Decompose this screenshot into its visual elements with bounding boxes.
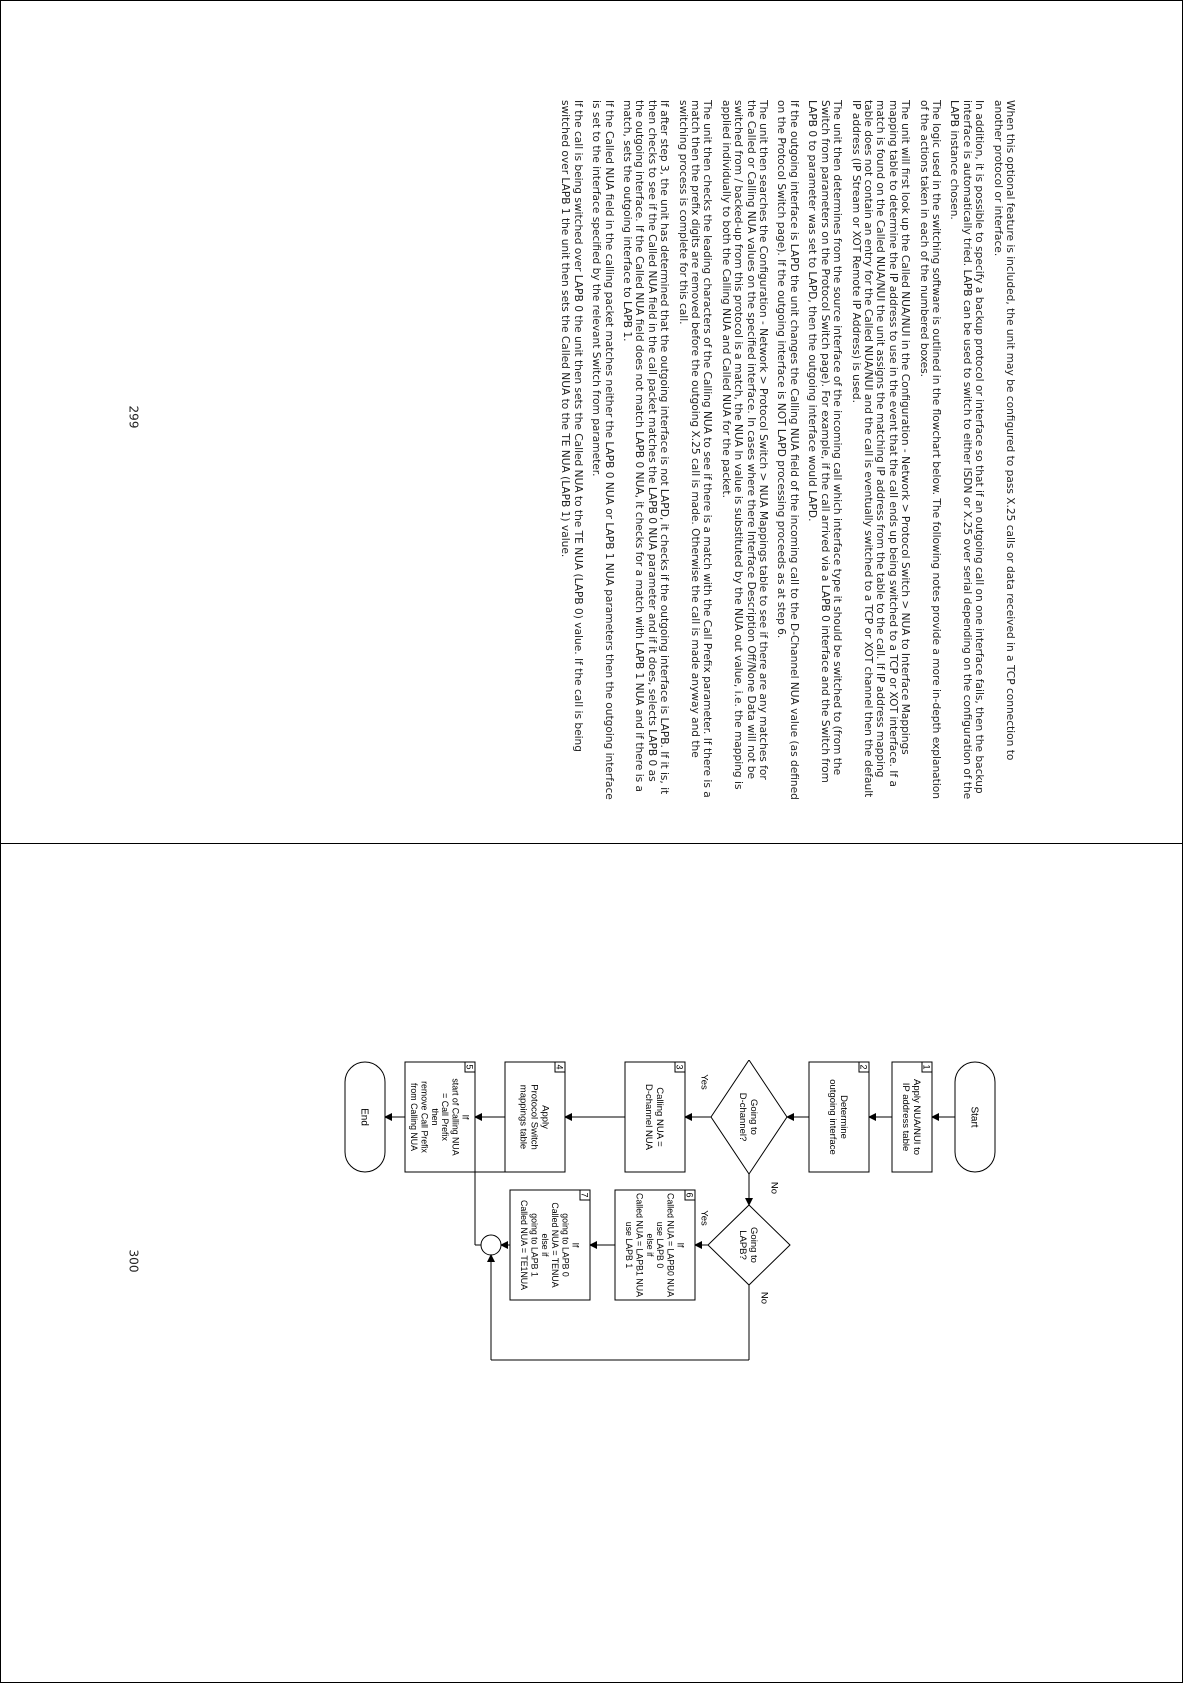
- box-7-label-line: going to LAPB 1: [529, 1213, 540, 1277]
- box-7-label-line: else if: [539, 1233, 550, 1257]
- box-5-label-line: from Calling NUA: [409, 1083, 420, 1151]
- box-6-label-line: Called NUA = LAPB1 NUA: [634, 1193, 645, 1297]
- box-5-label-line: start of Calling NUA: [450, 1078, 461, 1156]
- box-7-label-line: Called NUA = TENUA: [550, 1202, 561, 1288]
- decision-2-yes-group: [699, 1210, 710, 1226]
- paragraph: When this optional feature is included, the unit may be configured to pass X.25 calls or data received in a TCP connection to another protocol or interface.: [991, 100, 1016, 761]
- box-4-num-group: [555, 1064, 565, 1069]
- box-3-num-group: [675, 1064, 685, 1069]
- box-2-label-line: outgoing interface: [827, 1079, 839, 1155]
- decision-2-no-group: [759, 1292, 770, 1304]
- box-3-label-line: Calling NUA =: [654, 1087, 666, 1147]
- box-2-label-line: Determine: [838, 1095, 850, 1139]
- box-2-num-group: [859, 1064, 869, 1069]
- box-6-label-line: use LAPB 0: [655, 1221, 666, 1269]
- box-5-label-line: remove Call Prefix: [419, 1081, 430, 1153]
- box-4-label-line: Protocol Switch: [528, 1084, 540, 1150]
- flowchart: [205, 1060, 1015, 1440]
- box-2-number: 2: [858, 1064, 869, 1070]
- box-4-label-line: mappings table: [517, 1084, 529, 1150]
- box-5-label-line: If: [460, 1114, 471, 1120]
- decision-1-no-group: [769, 1182, 780, 1194]
- box-1-label-line: Apply NUA/NUI to: [911, 1078, 923, 1156]
- box-7-num-group: [580, 1192, 590, 1197]
- box-1-number: 1: [921, 1064, 932, 1070]
- decision-2-no-line: No: [758, 1291, 770, 1305]
- decision-lapb-label-group: [737, 1227, 759, 1263]
- box-4-number: 4: [554, 1064, 565, 1070]
- decision-1-yes-group: [699, 1074, 710, 1090]
- box-3-label-group: [643, 1084, 665, 1151]
- box-3-label-line: D-channel NUA: [643, 1084, 655, 1150]
- decision-d-channel-label-line: Going to: [748, 1099, 760, 1135]
- box-1-label-line: IP address table: [900, 1082, 912, 1152]
- box-7-label-line: going to LAPB 0: [560, 1213, 571, 1277]
- decision-lapb-label-line: Going to: [748, 1227, 760, 1263]
- decision-1-yes-line: Yes: [698, 1074, 710, 1090]
- page-number-299: 299: [126, 405, 141, 429]
- box-7-label-line: Called NUA = TE1NUA: [519, 1199, 530, 1291]
- box-5-number: 5: [464, 1064, 475, 1070]
- box-6-label-line: Called NUA = LAPB0 NUA: [665, 1193, 676, 1297]
- page-number-300: 300: [126, 1249, 141, 1273]
- paragraph: In addition, it is possible to specify a backup protocol or interface so that if an outgoing call on one interface fails, then the backup interface is automatically tried. LAPB can be used to switch to either ISDN or X.25 over serial depending on the configuration of the LAPB instance chosen.: [948, 100, 986, 800]
- page-divider: [0, 843, 1183, 844]
- flowchart-area: [205, 1060, 1015, 1440]
- paragraph: The logic used in the switching software is outlined in the flowchart below. The following notes provide a more in-depth explanation of the actions taken in each of the numbered boxes.: [917, 100, 942, 799]
- decision-1-no-line: No: [768, 1181, 780, 1195]
- box-5-label-line: then: [429, 1108, 440, 1126]
- box-6-num-group: [685, 1192, 695, 1197]
- end-label-group: [359, 1108, 370, 1126]
- decision-d-channel-label-line: D-channel?: [737, 1092, 749, 1142]
- box-5-label-line: = Call Prefix: [440, 1093, 451, 1141]
- merge-node: [481, 1235, 501, 1255]
- paragraph: The unit then determines from the source interface of the incoming call which interface type it should be switched to (from the Switch from parameters on the Protocol Switch page). For example, if the call arrived via a LAPB 0 interface and the Switch from LAPB 0 to parameter was set to LAPD, then the outgoing interface would LAPD.: [806, 100, 844, 783]
- end-label-line: End: [358, 1108, 370, 1126]
- box-3-number: 3: [674, 1064, 685, 1070]
- box-7-label-line: If: [570, 1242, 581, 1248]
- paragraph: The unit then searches the Configuration - Network > Protocol Switch > NUA Mappings table to see if there are any matches for the Called or Calling NUA values on the specified interface. In cases where there Interface Description Off/None Data will not be switched from / backed-up from this protocol is a match, the NUA In value is substituted by the NUA out value, i.e. the mapping is applied individually to both the Calling NUA and Called NUA for the packet.: [719, 100, 770, 790]
- box-1-num-group: [922, 1064, 932, 1069]
- start-label-group: [969, 1106, 980, 1127]
- start-label-line: Start: [968, 1106, 980, 1128]
- box-6-number: 6: [684, 1192, 695, 1198]
- paragraph: If the outgoing interface is LAPD the unit changes the Calling NUA field of the incoming call to the D-Channel NUA value (as defined on the Protocol Switch page). If the outgoing interface is NOT LAPD processing proceeds as at step 6.: [775, 100, 800, 800]
- page-299-text-area: [226, 100, 1016, 800]
- paragraph: If after step 3, the unit has determined that the outgoing interface is not LAPD, it checks if the outgoing interface is LAPB. If it is, it then checks to see if the Called NUA field in the call packet matches the LAPB 0 NUA parameter and if it does, selects LAPB 0 as the outgoing interface. If the Called NUA field does not match LAPB 0 NUA, it checks for a match with LAPB 1 NUA and if there is a match, sets the outgoing interface to LAPB 1.: [621, 100, 671, 795]
- decision-lapb-label-line: LAPB?: [737, 1230, 749, 1260]
- paragraph: The unit will first look up the Called NUA/NUI in the Configuration - Network > Protocol Switch > NUA to Interface Mappings mapping table to determine the IP address to use in the event that the call ends up being switched to a TCP or XOT interface. If a match is found on the Called NUA/NUI the unit assigns the matching IP address from the table to the call. If IP address mapping table does not contain an entry for the Called NUA/NUI and the call is eventually switched to a TCP or XOT channel then the default IP address (IP Stream or XOT Remote IP Address) is used.: [849, 100, 912, 798]
- page-299-text: [553, 100, 1016, 800]
- box-6-label-line: If: [675, 1242, 686, 1248]
- box-6-label-line: else if: [644, 1233, 655, 1257]
- box-7-number: 7: [579, 1192, 590, 1198]
- box-4-label-line: Apply: [539, 1105, 551, 1129]
- box-1-label-group: [900, 1079, 922, 1155]
- paragraph: The unit then checks the leading characters of the Calling NUA to see if there is a match with the Call Prefix parameter. If there is a match then the prefix digits are removed before the outgoing X.25 call is made. Otherwise the call is made anyway and the switching process is complete for this call.: [676, 100, 714, 798]
- decision-d-channel-label-group: [737, 1093, 759, 1142]
- decision-2-yes-line: Yes: [698, 1210, 710, 1226]
- paragraph: If the call is being switched over LAPB 0 the unit then sets the Called NUA to the TE NUA (LAPB 0) value. If the call is being switched over LAPB 1 the unit then sets the Called NUA to the TE NUA (LAPB 1) value.: [559, 100, 584, 752]
- paragraph: If the Called NUA field in the calling packet matches neither the LAPB 0 NUA or LAPB 1 NUA parameters then the outgoing interface is set to the interface specified by the relevant Switch from parameter.: [590, 100, 615, 800]
- box-5-num-group: [465, 1064, 475, 1069]
- box-6-label-line: use LAPB 1: [624, 1221, 635, 1269]
